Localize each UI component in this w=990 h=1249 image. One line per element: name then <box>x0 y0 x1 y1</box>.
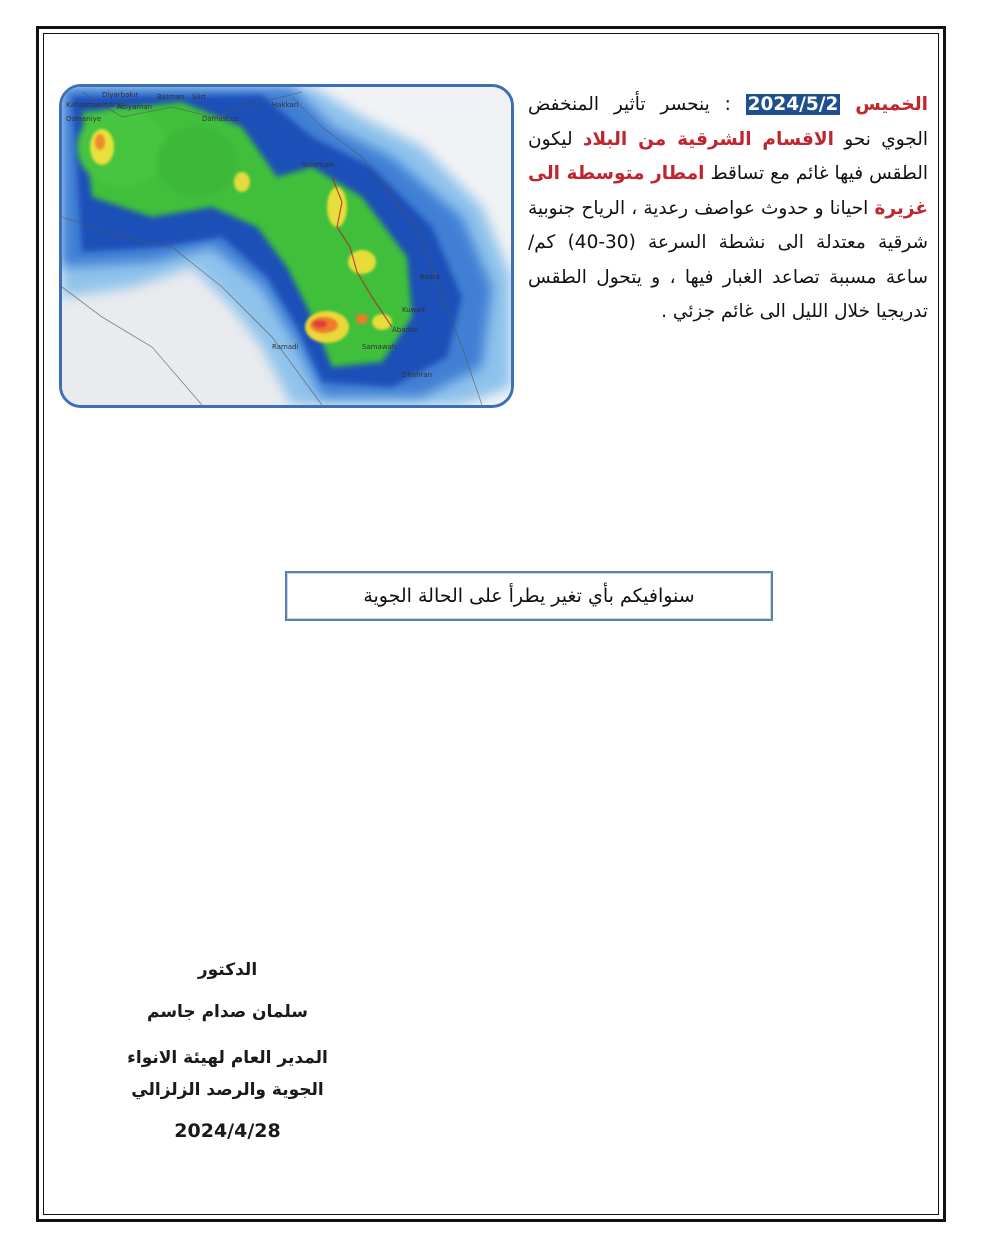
signature-role-line-2: الجوية والرصد الزلزالي <box>131 1080 324 1100</box>
map-label-osmaniye: Osmaniye <box>66 115 102 123</box>
forecast-text-2: ليكون الطقس فيها غائم مع تساقط <box>528 128 928 184</box>
map-label-kahramanmaras: Kahramanmaraş <box>66 101 124 109</box>
forecast-day: الخميس <box>855 94 928 115</box>
precipitation-map <box>59 84 514 408</box>
map-label-kuwait: Kuwait <box>402 306 426 314</box>
update-notice-box <box>285 571 773 621</box>
signature-date: 2024/4/28 <box>174 1120 281 1142</box>
map-label-ramadi: Ramadi <box>272 343 299 351</box>
forecast-highlight-rain: امطار متوسطة الى غزيرة <box>528 163 928 219</box>
forecast-highlight-regions: الاقسام الشرقية من البلاد <box>582 128 834 150</box>
forecast-date: 2024/5/2 <box>747 94 839 115</box>
map-label-samawah: Samawah <box>362 343 397 351</box>
map-label-adiyaman: Adıyaman <box>117 103 153 111</box>
map-label-basra: Basra <box>420 273 440 281</box>
signature-role-line-1: المدير العام لهيئة الانواء <box>127 1048 328 1068</box>
map-label-damascus: Damascus <box>202 115 239 123</box>
map-label-diyarbakir: Diyarbakır <box>102 91 139 99</box>
map-label-hakkari: Hakkari <box>272 101 299 109</box>
map-label-siirt: Siirt <box>192 93 206 101</box>
map-label-sulemani: Sulemani <box>302 161 335 169</box>
map-label-abadan: Abadan <box>392 326 419 334</box>
forecast-paragraph <box>528 88 928 330</box>
signature-title: الدكتور <box>197 960 258 980</box>
update-notice-text: سنوافيكم بأي تغير يطرأ على الحالة الجوية <box>363 585 695 607</box>
forecast-text-3: احيانا و حدوث عواصف رعدية ، الرياح جنوبية شرقية معتدلة الى نشطة السرعة (30-40) كم/ساعة مسببة تصاعد الغبار فيها ، و يتحول الطقس تدريجيا خلال الليل الى غائم جزئي . <box>528 197 929 322</box>
signature-name: سلمان صدام جاسم <box>146 1002 308 1022</box>
forecast-text-1: : ينحسر تأثير المنخفض الجوي نحو <box>528 94 928 150</box>
precipitation-map-graphic <box>62 87 511 405</box>
signature-block <box>100 960 355 1142</box>
map-label-dhahran: Dhahran <box>402 371 433 379</box>
map-label-batman: Batman <box>157 93 185 101</box>
